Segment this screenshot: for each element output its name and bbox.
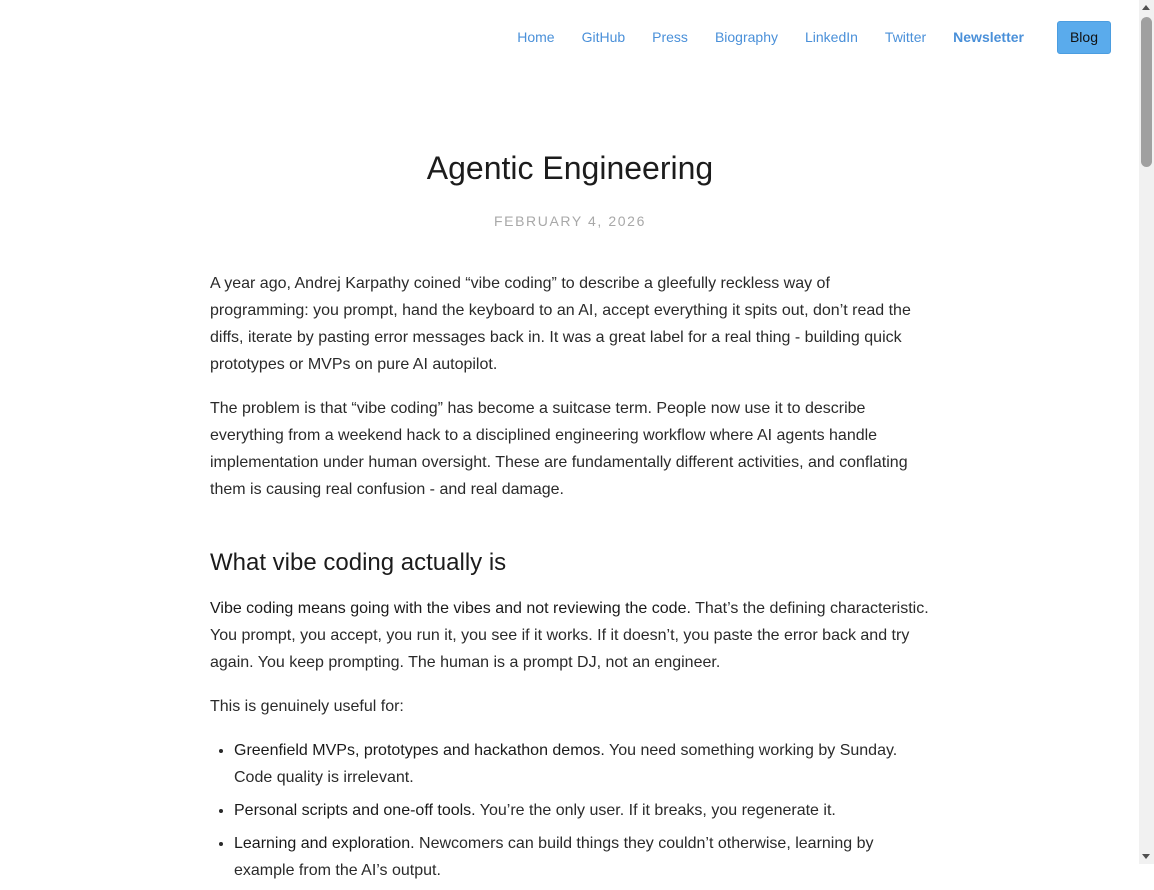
emphasis-text: Vibe coding means going with the vibes and not reviewing the code. [210,600,691,617]
use-case-list [210,737,930,884]
list-item-text: Newcomers can build things they couldn’t otherwise, learning by example from the AI’s output. [234,835,874,879]
list-item-title: Learning and exploration. [234,835,415,852]
nav-twitter-link[interactable]: Twitter [884,29,927,45]
paragraph [210,595,930,676]
nav-linkedin-link[interactable]: LinkedIn [804,29,858,45]
nav-home-link[interactable]: Home [517,29,555,45]
article-date: FEBRUARY 4, 2026 [494,213,646,229]
scrollbar-thumb[interactable] [1141,17,1152,167]
paragraph: This is genuinely useful for: [210,698,404,715]
paragraph: A year ago, Andrej Karpathy coined “vibe coding” to describe a gleefully reckless way of programming: you prompt, hand the keyboard to an AI, accept everything it spits out, don’t read the diffs, iterate by pasting error messages back in. It was a great label for a real thing - building quick prototypes or MVPs on pure AI autopilot. [210,275,911,373]
article-body [210,270,930,884]
article [210,148,930,890]
list-item [234,797,930,824]
paragraph: The problem is that “vibe coding” has become a suitcase term. People now use it to describe everything from a weekend hack to a disciplined engineering workflow where AI agents handle implementation under human oversight. These are fundamentally different activities, and conflating them is causing real confusion - and real damage. [210,400,908,498]
article-title: Agentic Engineering [426,150,714,186]
nav-blog-button[interactable]: Blog [1057,21,1111,54]
list-item-text: You’re the only user. If it breaks, you regenerate it. [475,802,836,819]
nav-press-link[interactable]: Press [652,29,688,45]
nav-github-link[interactable]: GitHub [581,29,626,45]
paragraph-text: That’s the defining characteristic. You prompt, you accept, you run it, you see if it works. If it doesn’t, you paste the error back and try again. You keep prompting. The human is a prompt DJ, not an engineer. [210,600,929,671]
nav-newsletter-link[interactable]: Newsletter [953,29,1024,45]
scroll-down-arrow-icon[interactable] [1142,854,1150,859]
list-item [234,830,930,884]
list-item-title: Personal scripts and one-off tools. [234,802,476,819]
list-item-title: Greenfield MVPs, prototypes and hackathon demos. [234,742,605,759]
vertical-scrollbar[interactable] [1139,0,1154,864]
section-heading: What vibe coding actually is [210,549,507,576]
scroll-up-arrow-icon[interactable] [1142,5,1150,10]
list-item [234,737,930,791]
top-navigation [490,21,1111,53]
list-item-text: You need something working by Sunday. Code quality is irrelevant. [234,742,898,786]
nav-biography-link[interactable]: Biography [714,29,778,45]
